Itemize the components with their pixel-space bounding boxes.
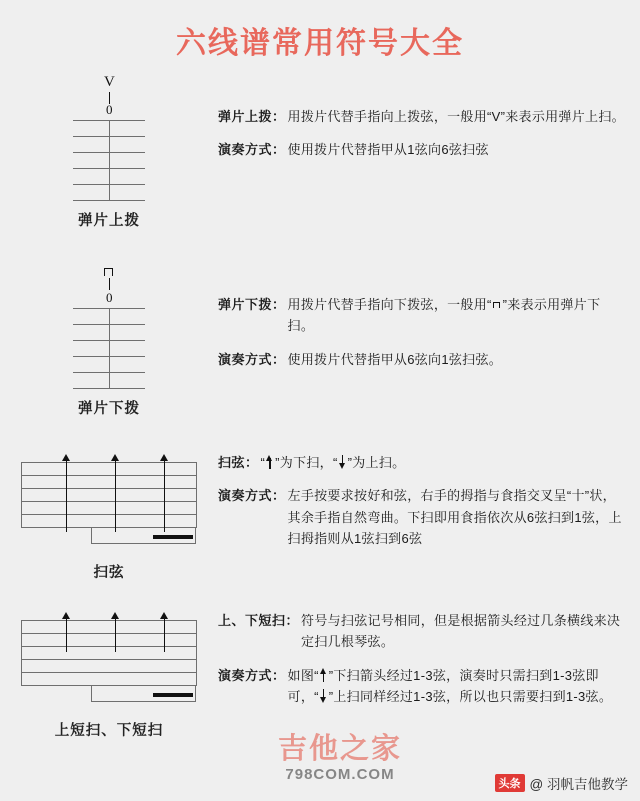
diagram-pick-up-stroke	[0, 72, 218, 230]
desc-value-before: 用拨片代替手指向下拨弦，一般用“	[287, 297, 492, 312]
text-short-strum	[218, 606, 640, 720]
text-strumming	[218, 448, 640, 562]
section-short-strum	[0, 606, 640, 740]
play-key: 演奏方式：	[218, 667, 286, 683]
play-row	[218, 485, 626, 549]
fret-number-1: 0	[106, 102, 113, 117]
desc-value-c: ”为上扫。	[347, 455, 406, 470]
pick-down-icon-inline	[492, 300, 503, 311]
desc-row	[218, 610, 626, 653]
desc-row	[218, 452, 626, 473]
desc-value-a: “	[260, 455, 266, 470]
section-strumming	[0, 448, 640, 582]
play-value: 使用拨片代替指甲从1弦向6弦扫弦	[287, 142, 489, 158]
stem-line-2	[109, 278, 110, 290]
caption-pick-up-stroke: 弹片上拨	[78, 213, 140, 229]
desc-key: 弹片下拨：	[218, 297, 286, 312]
play-key: 演奏方式：	[218, 351, 286, 367]
play-value	[288, 665, 626, 708]
play-row	[218, 349, 626, 370]
desc-row	[218, 106, 626, 127]
play-row	[218, 139, 626, 160]
play-value-b: ”下扫箭头经过1-3弦，演奏时只需扫到1-3弦即可，“	[287, 667, 599, 705]
desc-value	[288, 294, 626, 337]
caption-short-strum: 上短扫、下短扫	[54, 723, 164, 739]
desc-key: 弹片上拨：	[218, 109, 286, 124]
tab-staff-3	[21, 452, 197, 547]
play-key: 演奏方式：	[218, 142, 286, 158]
desc-row	[218, 294, 626, 337]
pick-down-icon	[104, 268, 113, 276]
desc-value-b: ”为下扫，“	[275, 455, 338, 470]
desc-value: 用拨片代替手指向上拨弦，一般用“V”来表示用弹片上扫。	[287, 109, 625, 124]
pick-up-symbol: V	[104, 74, 115, 90]
play-value-a: 如图“	[287, 667, 319, 683]
tab-staff-4	[21, 610, 197, 705]
play-value: 左手按要求按好和弦，右手的拇指与食指交叉呈“十”状，其余手指自然弯曲。下扫即用食指依次从6弦扫到1弦，上扫拇指则从1弦扫到6弦	[287, 488, 622, 547]
fret-number-2: 0	[106, 290, 113, 305]
desc-key: 扫弦：	[218, 455, 259, 470]
desc-key: 上、下短扫：	[218, 613, 300, 628]
play-key: 演奏方式：	[218, 488, 286, 504]
play-value-c: ”上扫同样经过1-3弦，所以也只需要扫到1-3弦。	[328, 689, 613, 705]
text-pick-up-stroke	[218, 72, 640, 173]
rhythm-bracket	[91, 528, 196, 544]
tab-staff-1	[73, 74, 145, 203]
text-pick-down-stroke	[218, 260, 640, 382]
tab-staff-2	[73, 266, 145, 391]
footer-text: @ 羽帆吉他教学	[529, 777, 628, 792]
watermark	[255, 735, 425, 783]
toutiao-badge: 头条	[495, 774, 525, 792]
section-pick-up-stroke	[0, 72, 640, 230]
desc-value	[261, 452, 406, 473]
arrow-down-icon	[319, 689, 329, 703]
diagram-pick-down-stroke	[0, 260, 218, 418]
caption-pick-down-stroke: 弹片下拨	[78, 401, 140, 417]
section-pick-down-stroke	[0, 260, 640, 418]
desc-value: 符号与扫弦记号相同，但是根据箭头经过几条横线来决定扫几根琴弦。	[301, 613, 621, 650]
rhythm-bracket	[91, 686, 196, 702]
play-row	[218, 665, 626, 708]
caption-strumming: 扫弦	[93, 565, 125, 581]
desc-value-after: ”来表示用弹片下扫。	[287, 297, 601, 334]
page-title: 六线谱常用符号大全	[176, 27, 464, 60]
play-value: 使用拨片代替指甲从6弦向1弦扫弦。	[287, 351, 503, 367]
footer-attribution	[495, 773, 628, 793]
watermark-sub: 798COM.COM	[285, 766, 395, 783]
arrow-down-icon	[338, 455, 348, 469]
watermark-main: 吉他之家	[277, 733, 402, 765]
arrow-up-icon	[265, 455, 275, 469]
diagram-strumming	[0, 448, 218, 582]
diagram-short-strum	[0, 606, 218, 740]
arrow-up-icon	[319, 668, 329, 682]
